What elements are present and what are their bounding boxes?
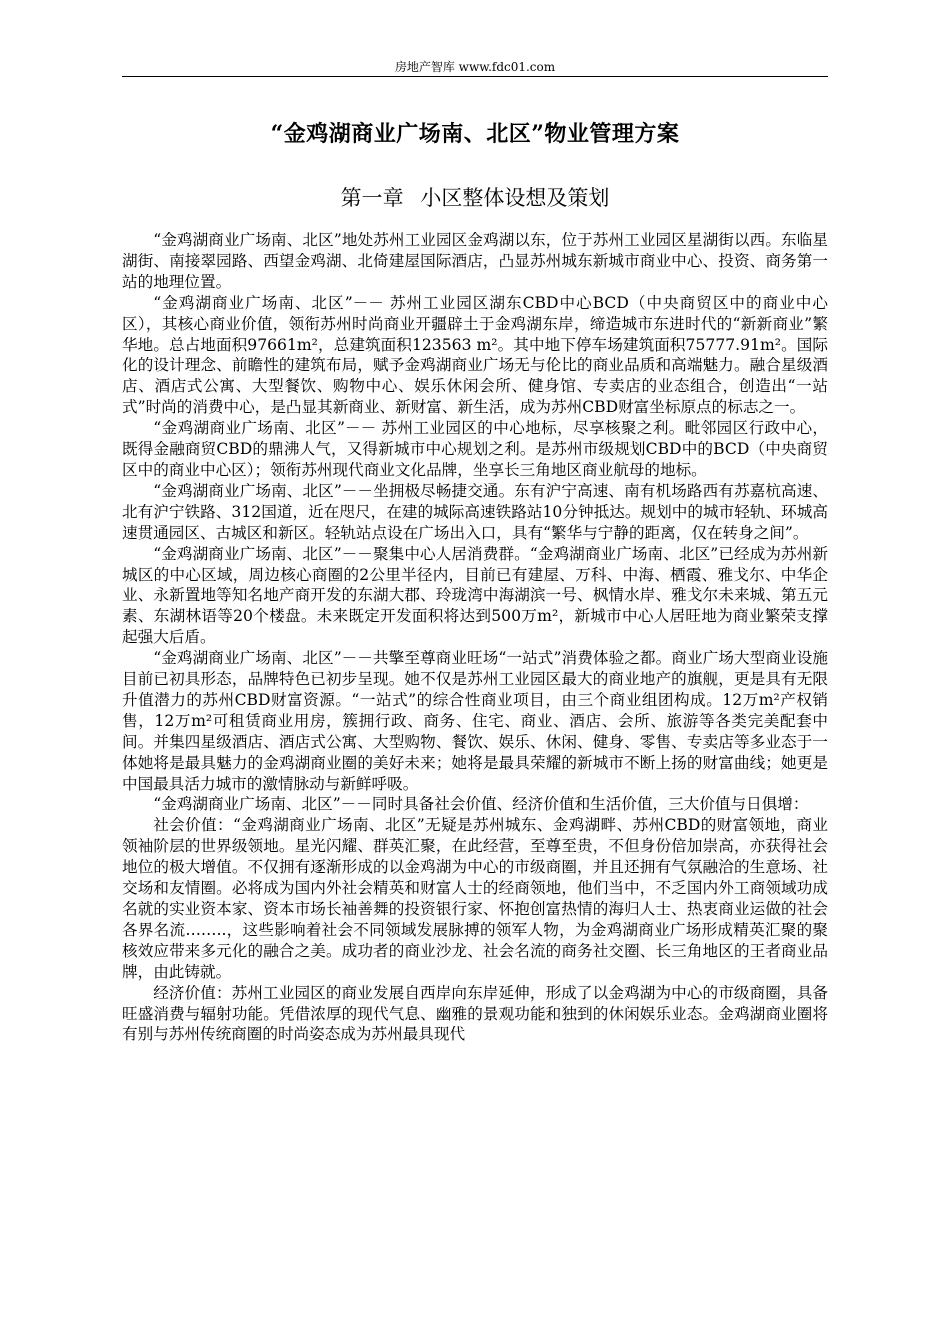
- paragraph: 社会价值：“金鸡湖商业广场南、北区”无疑是苏州城东、金鸡湖畔、苏州CBD的财富领地，商业领袖阶层的世界级领地。星光闪耀、群英汇聚，在此经营，至尊至贵，不但身份倍加崇高，亦获得社会地位的极大增值。不仅拥有逐渐形成的以金鸡湖为中心的市级商圈，并且还拥有气氛融洽的生意场、社交场和友情圈。必将成为国内外社会精英和财富人士的经商领地，他们当中，不乏国内外工商领域功成名就的实业资本家、资本市场长袖善舞的投资银行家、怀抱创富热情的海归人士、热衷商业运做的社会各界名流……..，这些影响着社会不同领域发展脉搏的领军人物，为金鸡湖商业广场形成精英汇聚的聚核效应带来多元化的融合之美。成功者的商业沙龙、社会名流的商务社交圈、长三角地区的王者商业品牌，由此铸就。: [122, 816, 828, 981]
- paragraph: “金鸡湖商业广场南、北区”地处苏州工业园区金鸡湖以东，位于苏州工业园区星湖街以西。东临星湖街、南接翠园路、西望金鸡湖、北倚建屋国际酒店，凸显苏州城东新城市商业中心、投资、商务第一站的地理位置。: [122, 231, 828, 291]
- paragraph: 经济价值：苏州工业园区的商业发展自西岸向东岸延伸，形成了以金鸡湖为中心的市级商圈，具备旺盛消费与辐射功能。凭借浓厚的现代气息、幽雅的景观功能和独到的休闲娱乐业态。金鸡湖商业圈将有别与苏州传统商圈的时尚姿态成为苏州最具现代: [122, 983, 828, 1044]
- paragraph: “金鸡湖商业广场南、北区”－－同时具备社会价值、经济价值和生活价值，三大价值与日俱增：: [153, 795, 809, 814]
- document-title: “金鸡湖商业广场南、北区”物业管理方案: [270, 121, 680, 147]
- chapter-heading: [0, 182, 950, 212]
- body-text: [122, 230, 828, 1045]
- chapter-name: 小区整体设想及策划: [420, 186, 610, 210]
- page-header: 房地产智库 www.fdc01.com: [394, 60, 556, 74]
- paragraph: “金鸡湖商业广场南、北区”－－坐拥极尽畅捷交通。东有沪宁高速、南有机场路西有苏嘉杭高速、北有沪宁铁路、312国道，近在咫尺，在建的城际高速铁路站10分钟抵达。规划中的城市轻轨、环城高速贯通园区、古城区和新区。轻轨站点设在广场出入口，具有“繁华与宁静的距离，仅在转身之间”。: [122, 481, 828, 542]
- header-divider: [122, 76, 828, 77]
- paragraph: “金鸡湖商业广场南、北区”－－ 苏州工业园区的中心地标，尽享核聚之利。毗邻园区行政中心，既得金融商贸CBD的鼎沸人气，又得新城市中心规划之利。是苏州市级规划CBD中的BCD（中央商贸区中的商业中心区）；领衔苏州现代商业文化品牌，坐享长三角地区商业航母的地标。: [122, 419, 828, 479]
- chapter-number: 第一章: [340, 186, 404, 210]
- paragraph: “金鸡湖商业广场南、北区”－－聚集中心人居消费群。“金鸡湖商业广场南、北区”已经成为苏州新城区的中心区域，周边核心商圈的2公里半径内，目前已有建屋、万科、中海、栖霞、雅戈尔、中华企业、永新置地等知名地产商开发的东湖大郡、玲珑湾中海湖滨一号、枫情水岸、雅戈尔未来城、第五元素、东湖林语等20个楼盘。未来既定开发面积将达到500万m²，新城市中心人居旺地为商业繁荣支撑起强大后盾。: [122, 544, 828, 647]
- paragraph: “金鸡湖商业广场南、北区”－－ 苏州工业园区湖东CBD中心BCD（中央商贸区中的商业中心区），其核心商业价值，领衔苏州时尚商业开疆辟土于金鸡湖东岸，缔造城市东进时代的“新新商业”繁华地。总占地面积97661m²，总建筑面积123563 m²。其中地下停车场建筑面积75777.91m²。国际化的设计理念、前瞻性的建筑布局，赋予金鸡湖商业广场无与伦比的商业品质和高端魅力。融合星级酒店、酒店式公寓、大型餐饮、购物中心、娱乐休闲会所、健身馆、专卖店的业态组合，创造出“一站式”时尚的消费中心，是凸显其新商业、新财富、新生活，成为苏州CBD财富坐标原点的标志之一。: [122, 293, 828, 417]
- paragraph: “金鸡湖商业广场南、北区”－－共擎至尊商业旺场“一站式”消费体验之都。商业广场大型商业设施目前已初具形态，品牌特色已初步呈现。她不仅是苏州工业园区最大的商业地产的旗舰，更是具有无限升值潜力的苏州CBD财富资源。“一站式”的综合性商业项目，由三个商业组团构成。12万m²产权销售，12万m²可租赁商业用房，簇拥行政、商务、住宅、商业、酒店、会所、旅游等各类完美配套中间。并集四星级酒店、酒店式公寓、大型购物、餐饮、娱乐、休闲、健身、零售、专卖店等多业态于一体她将是最具魅力的金鸡湖商业圈的美好未来；她将是最具荣耀的新城市不断上扬的财富曲线；她更是中国最具活力城市的激情脉动与新鲜呼吸。: [122, 649, 828, 793]
